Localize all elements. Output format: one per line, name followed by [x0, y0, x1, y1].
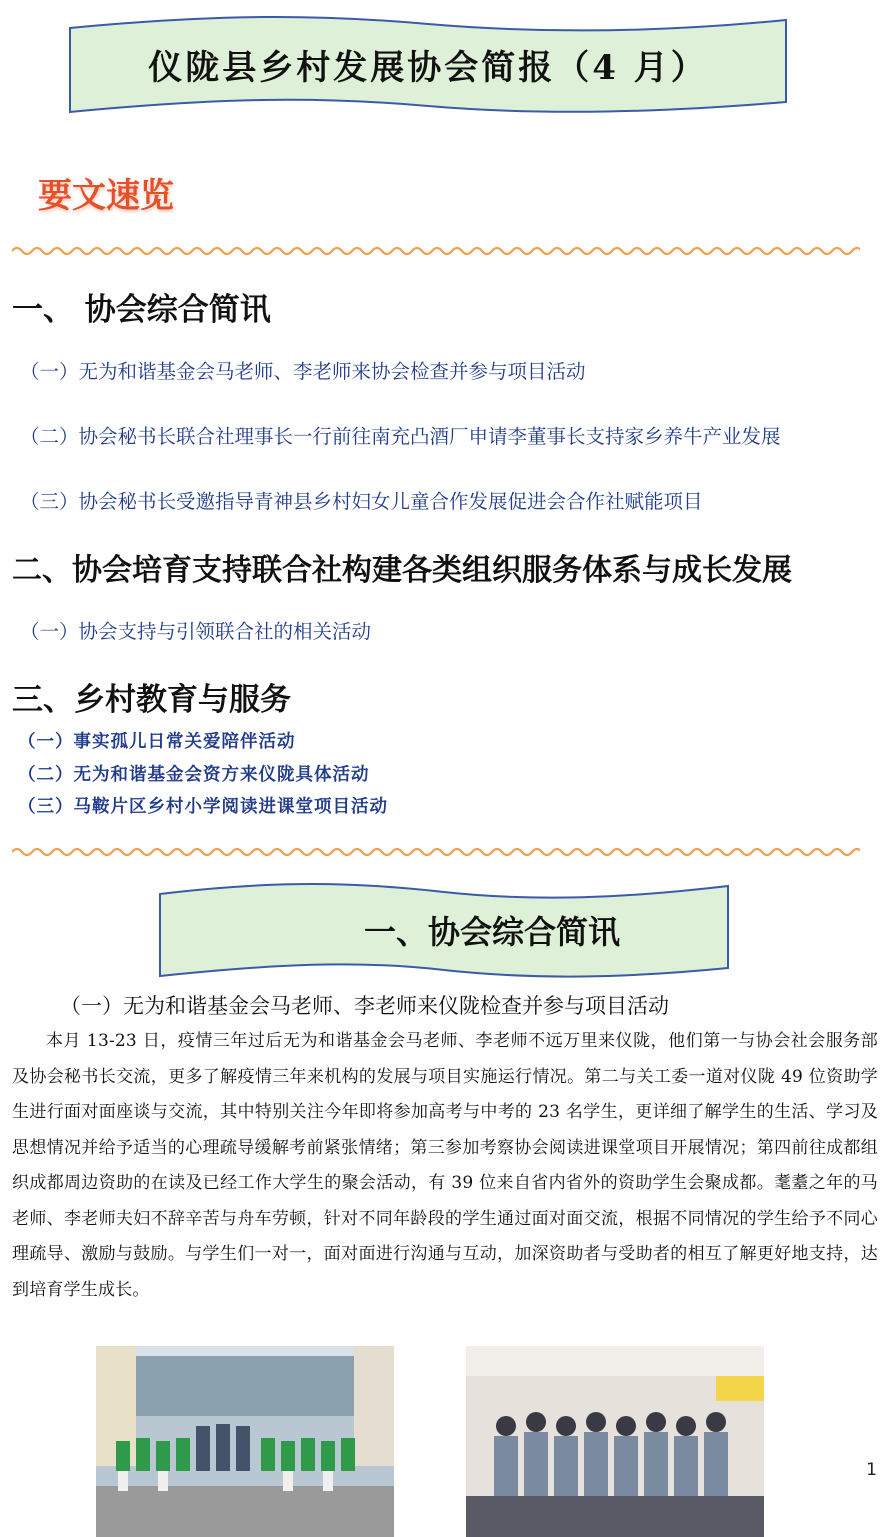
toc-item-3-2[interactable]: （二）无为和谐基金会资方来仪陇具体活动 [18, 765, 370, 785]
section-1-banner [156, 880, 732, 980]
wave-divider-top [12, 243, 860, 259]
section-1-banner-title: 一、协会综合简讯 [363, 913, 620, 951]
toc-item-3-1[interactable]: （一）事实孤儿日常关爱陪伴活动 [18, 732, 296, 752]
section-1-subtitle: （一）无为和谐基金会马老师、李老师来仪陇检查并参与项目活动 [60, 994, 669, 1018]
toc-item-3-3[interactable]: （三）马鞍片区乡村小学阅读进课堂项目活动 [18, 797, 388, 817]
toc-item-1-2[interactable]: （二）协会秘书长联合社理事长一行前往南充凸酒厂申请李董事长支持家乡养牛产业发展 [20, 425, 781, 448]
title-banner [66, 12, 790, 116]
group-photo-students [96, 1346, 394, 1537]
toc-section-2-title: 二、协会培育支持联合社构建各类组织服务体系与成长发展 [12, 553, 792, 588]
toc-item-2-1[interactable]: （一）协会支持与引领联合社的相关活动 [20, 620, 372, 643]
toc-heading: 要文速览 [38, 176, 174, 216]
section-1-body: 本月 13-23 日，疫情三年过后无为和谐基金会马老师、李老师不远万里来仪陇，他们第一与协会社会服务部及协会秘书长交流，更多了解疫情三年来机构的发展与项目实施运行情况。第二与关工委一道对仪陇 49 位资助学生进行面对面座谈与交流，其中特别关注今年即将参加高考与中考的 23 名学生，更详细了解学生的生活、学习及思想情况并给予适当的心理疏导缓解考前紧张情绪；第三参加考察协会阅读进课堂项目开展情况；第四前往成都组织成都周边资助的在读及已经工作大学生的聚会活动，有 39 位来自省内省外的资助学生会聚成都。耄耋之年的马老师、李老师夫妇不辞辛苦与舟车劳顿，针对不同年龄段的学生通过面对面交流，根据不同情况的学生给予不同心理疏导、激励与鼓励。与学生们一对一，面对面进行沟通与互动，加深资助者与受助者的相互了解更好地支持，达到培育学生成长。 [12, 1031, 878, 1300]
wave-divider-bottom [12, 844, 860, 860]
toc-item-1-3[interactable]: （三）协会秘书长受邀指导青神县乡村妇女儿童合作发展促进会合作社赋能项目 [20, 490, 703, 513]
page-number: 1 [866, 1460, 877, 1480]
toc-section-3-title: 三、乡村教育与服务 [12, 682, 291, 718]
page-title: 仪陇县乡村发展协会简报（4 月） [148, 47, 708, 88]
toc-item-1-1[interactable]: （一）无为和谐基金会马老师、李老师来协会检查并参与项目活动 [20, 360, 586, 383]
toc-section-1-title: 一、 协会综合简讯 [12, 292, 271, 328]
group-photo-gathering [466, 1346, 764, 1537]
